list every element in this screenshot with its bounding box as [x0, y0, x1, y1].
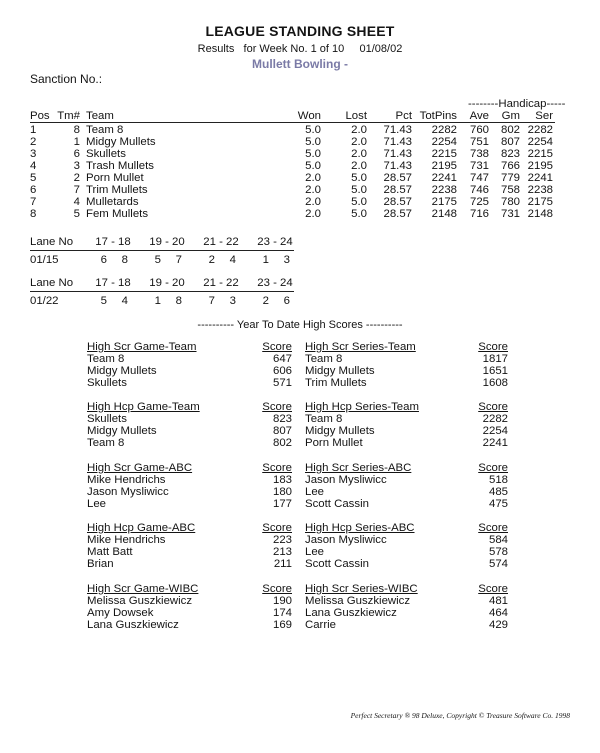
ytd-entry-name: Skullets	[87, 377, 127, 389]
ytd-entry-score: 647	[272, 353, 292, 365]
lane-team: 6	[100, 254, 107, 266]
standings-cell: 71.43	[383, 160, 412, 172]
ytd-entry-score: 464	[488, 607, 508, 619]
standings-cell: Porn Mullet	[86, 172, 144, 184]
standings-cell: 747	[469, 172, 489, 184]
ytd-entry-score: 2241	[482, 437, 508, 449]
ytd-entry-name: Team 8	[305, 413, 343, 425]
lane-team: 3	[229, 295, 236, 307]
column-header: Won	[297, 110, 321, 122]
ytd-entry-score: 578	[488, 546, 508, 558]
ytd-category-title: High Scr Series-WIBC	[305, 583, 418, 595]
lane-date: 01/22	[30, 295, 59, 307]
ytd-score-header: Score	[478, 522, 508, 534]
standings-row	[30, 124, 590, 136]
ytd-entry-name: Jason Mysliwicc	[87, 486, 169, 498]
ytd-entry-score: 481	[488, 595, 508, 607]
standings-cell: 2.0	[305, 196, 321, 208]
lane-pair: 23 - 24	[257, 236, 293, 248]
ytd-category-title: High Scr Series-Team	[305, 341, 416, 353]
standings-cell: 5.0	[305, 160, 321, 172]
standings-cell: 28.57	[383, 172, 412, 184]
ytd-entry-name: Lana Guszkiewicz	[305, 607, 397, 619]
standings-cell: 2241	[431, 172, 457, 184]
ytd-category-title: High Hcp Game-Team	[87, 401, 200, 413]
standings-cell: 28.57	[383, 196, 412, 208]
standings-cell: 780	[500, 196, 520, 208]
ytd-entry-score: 571	[272, 377, 292, 389]
standings-cell: 4	[30, 160, 37, 172]
ytd-score-header: Score	[262, 401, 292, 413]
standings-cell: 2195	[431, 160, 457, 172]
standings-row	[30, 196, 590, 208]
column-header: Pct	[395, 110, 412, 122]
ytd-score-header: Score	[478, 462, 508, 474]
sanction-label: Sanction No.:	[30, 72, 103, 86]
ytd-entry-score: 584	[488, 534, 508, 546]
standings-cell: 2.0	[305, 172, 321, 184]
lane-team: 2	[262, 295, 269, 307]
ytd-entry-score: 1651	[482, 365, 508, 377]
ytd-category-title: High Scr Series-ABC	[305, 462, 412, 474]
standings-cell: Midgy Mullets	[86, 136, 156, 148]
standings-cell: 2238	[431, 184, 457, 196]
standings-cell: 823	[500, 148, 520, 160]
column-header: Tm#	[57, 110, 80, 122]
ytd-entry-score: 823	[272, 413, 292, 425]
lane-team: 4	[121, 295, 128, 307]
standings-cell: Skullets	[86, 148, 126, 160]
ytd-entry-name: Midgy Mullets	[305, 425, 375, 437]
lane-date: 01/15	[30, 254, 59, 266]
standings-cell: 807	[500, 136, 520, 148]
standings-cell: 738	[469, 148, 489, 160]
lane-team: 2	[208, 254, 215, 266]
standings-cell: 2282	[527, 124, 553, 136]
lane-team: 5	[154, 254, 161, 266]
standings-cell: 1	[30, 124, 37, 136]
standings-cell: 5.0	[351, 208, 367, 220]
league-name: Mullett Bowling -	[252, 57, 348, 71]
column-header: Pos	[30, 110, 50, 122]
standings-cell: 71.43	[383, 148, 412, 160]
ytd-category-title: High Scr Game-ABC	[87, 462, 193, 474]
standings-cell: 802	[500, 124, 520, 136]
ytd-entry-name: Mike Hendrichs	[87, 534, 166, 546]
ytd-entry-name: Jason Mysliwicc	[305, 474, 387, 486]
ytd-entry-name: Jason Mysliwicc	[305, 534, 387, 546]
sheet-date: 01/08/02	[359, 43, 403, 55]
results-line	[0, 43, 600, 55]
standings-cell: 8	[73, 124, 80, 136]
standings-cell: 5.0	[351, 196, 367, 208]
standings-cell: 8	[30, 208, 37, 220]
standings-cell: 731	[500, 208, 520, 220]
ytd-category-title: High Hcp Series-ABC	[305, 522, 415, 534]
standings-cell: 3	[30, 148, 37, 160]
lane-block	[30, 277, 300, 311]
ytd-game-block	[87, 583, 292, 635]
standings-cell: 725	[469, 196, 489, 208]
ytd-score-header: Score	[478, 401, 508, 413]
standings-row	[30, 184, 590, 196]
standings-cell: 760	[469, 124, 489, 136]
standings-cell: 766	[500, 160, 520, 172]
ytd-entry-name: Lee	[305, 486, 325, 498]
standings-cell: 3	[73, 160, 80, 172]
ytd-entry-score: 213	[272, 546, 292, 558]
lane-team: 7	[208, 295, 215, 307]
standings-cell: Fem Mullets	[86, 208, 149, 220]
standings-cell: 2	[30, 136, 37, 148]
lane-pair: 21 - 22	[203, 236, 239, 248]
ytd-entry-score: 1817	[482, 353, 508, 365]
standings-cell: 5	[73, 208, 80, 220]
standings-cell: 746	[469, 184, 489, 196]
standings-cell: 779	[500, 172, 520, 184]
standings-cell: 2.0	[351, 160, 367, 172]
ytd-entry-name: Porn Mullet	[305, 437, 363, 449]
ytd-category-title: High Scr Game-Team	[87, 341, 197, 353]
standings-cell: Team 8	[86, 124, 124, 136]
ytd-entry-score: 802	[272, 437, 292, 449]
ytd-entry-score: 174	[272, 607, 292, 619]
standings-cell: 2238	[527, 184, 553, 196]
ytd-entry-score: 518	[488, 474, 508, 486]
ytd-entry-score: 574	[488, 558, 508, 570]
ytd-entry-name: Team 8	[305, 353, 343, 365]
ytd-entry-name: Scott Cassin	[305, 558, 369, 570]
standings-cell: 2148	[431, 208, 457, 220]
standings-row	[30, 160, 590, 172]
ytd-entry-score: 606	[272, 365, 292, 377]
ytd-entry-score: 190	[272, 595, 292, 607]
standings-cell: 2.0	[351, 148, 367, 160]
standings-row	[30, 172, 590, 184]
lane-team: 7	[175, 254, 182, 266]
ytd-entry-name: Skullets	[87, 413, 127, 425]
ytd-game-block	[87, 401, 292, 453]
ytd-entry-score: 177	[272, 498, 292, 510]
standings-cell: Trash Mullets	[86, 160, 154, 172]
ytd-entry-name: Team 8	[87, 437, 125, 449]
ytd-score-header: Score	[262, 583, 292, 595]
lane-rule	[30, 291, 294, 292]
ytd-series-block	[305, 341, 508, 393]
standings-row	[30, 136, 590, 148]
ytd-entry-name: Mike Hendrichs	[87, 474, 166, 486]
ytd-entry-score: 475	[488, 498, 508, 510]
standings-cell: 5	[30, 172, 37, 184]
standings-cell: Mulletards	[86, 196, 139, 208]
ytd-game-block	[87, 462, 292, 514]
lane-team: 4	[229, 254, 236, 266]
standings-cell: 71.43	[383, 124, 412, 136]
standings-cell: 28.57	[383, 184, 412, 196]
software-footer: Perfect Secretary ® 98 Deluxe, Copyright © Treasure Software Co. 1998	[350, 711, 570, 720]
ytd-entry-name: Midgy Mullets	[87, 365, 157, 377]
standings-cell: 5.0	[305, 136, 321, 148]
ytd-entry-score: 429	[488, 619, 508, 631]
ytd-entry-name: Brian	[87, 558, 114, 570]
standings-cell: 5.0	[351, 172, 367, 184]
ytd-series-block	[305, 462, 508, 514]
lane-block	[30, 236, 300, 270]
standings-cell: 28.57	[383, 208, 412, 220]
ytd-game-block	[87, 522, 292, 574]
ytd-entry-name: Lana Guszkiewicz	[87, 619, 179, 631]
column-header: Gm	[501, 110, 520, 122]
ytd-entry-name: Amy Dowsek	[87, 607, 154, 619]
standings-cell: 2282	[431, 124, 457, 136]
week-label: for Week No. 1 of 10	[243, 43, 345, 55]
lane-pair: 19 - 20	[149, 277, 185, 289]
ytd-entry-name: Lee	[87, 498, 107, 510]
ytd-entry-name: Matt Batt	[87, 546, 133, 558]
standings-cell: 4	[73, 196, 80, 208]
ytd-entry-name: Lee	[305, 546, 325, 558]
ytd-entry-name: Melissa Guszkiewicz	[305, 595, 411, 607]
lane-label: Lane No	[30, 236, 74, 248]
standings-cell: 2.0	[351, 124, 367, 136]
ytd-score-header: Score	[262, 341, 292, 353]
ytd-score-header: Score	[262, 522, 292, 534]
ytd-game-block	[87, 341, 292, 393]
ytd-entry-score: 2282	[482, 413, 508, 425]
standings-header-row	[30, 110, 590, 122]
ytd-category-title: High Hcp Series-Team	[305, 401, 419, 413]
standings-cell: 2254	[527, 136, 553, 148]
standings-cell: Trim Mullets	[86, 184, 148, 196]
ytd-entry-score: 807	[272, 425, 292, 437]
standings-cell: 6	[73, 148, 80, 160]
standings-cell: 6	[30, 184, 37, 196]
lane-label: Lane No	[30, 277, 74, 289]
standings-cell: 5.0	[305, 124, 321, 136]
lane-team: 1	[154, 295, 161, 307]
standings-cell: 716	[469, 208, 489, 220]
standings-cell: 5.0	[305, 148, 321, 160]
lane-rule	[30, 250, 294, 251]
ytd-entry-name: Scott Cassin	[305, 498, 369, 510]
ytd-entry-score: 183	[272, 474, 292, 486]
ytd-series-block	[305, 522, 508, 574]
lane-team: 6	[283, 295, 290, 307]
lane-team: 8	[121, 254, 128, 266]
ytd-score-header: Score	[478, 341, 508, 353]
standings-cell: 1	[73, 136, 80, 148]
lane-pair: 21 - 22	[203, 277, 239, 289]
column-header: Ser	[535, 110, 553, 122]
ytd-entry-score: 211	[273, 558, 292, 570]
lane-team: 3	[283, 254, 290, 266]
lane-pair: 23 - 24	[257, 277, 293, 289]
ytd-entry-name: Carrie	[305, 619, 337, 631]
standings-cell: 2195	[527, 160, 553, 172]
lane-team: 1	[262, 254, 269, 266]
standings-cell: 2175	[527, 196, 553, 208]
standings-cell: 2.0	[305, 184, 321, 196]
ytd-entry-name: Team 8	[87, 353, 125, 365]
standings-cell: 5.0	[351, 184, 367, 196]
ytd-entry-score: 2254	[482, 425, 508, 437]
results-label: Results	[197, 43, 235, 55]
ytd-entry-name: Trim Mullets	[305, 377, 367, 389]
standings-cell: 2.0	[351, 136, 367, 148]
column-header: Ave	[469, 110, 489, 122]
ytd-category-title: High Hcp Game-ABC	[87, 522, 196, 534]
lane-pair: 19 - 20	[149, 236, 185, 248]
standings-cell: 71.43	[383, 136, 412, 148]
sheet-title: LEAGUE STANDING SHEET	[205, 23, 395, 39]
ytd-category-title: High Scr Game-WIBC	[87, 583, 199, 595]
ytd-entry-score: 169	[272, 619, 292, 631]
ytd-entry-score: 1608	[482, 377, 508, 389]
ytd-entry-name: Midgy Mullets	[305, 365, 375, 377]
ytd-title: ---------- Year To Date High Scores ----------	[197, 319, 403, 331]
column-header: Lost	[345, 110, 367, 122]
ytd-series-block	[305, 401, 508, 453]
ytd-score-header: Score	[262, 462, 292, 474]
standings-cell: 2.0	[305, 208, 321, 220]
standings-cell: 751	[469, 136, 489, 148]
standings-cell: 2254	[431, 136, 457, 148]
header-underline	[30, 122, 555, 123]
standings-cell: 2241	[527, 172, 553, 184]
standings-cell: 731	[469, 160, 489, 172]
ytd-entry-name: Midgy Mullets	[87, 425, 157, 437]
ytd-series-block	[305, 583, 508, 635]
standings-cell: 7	[30, 196, 37, 208]
standings-cell: 2215	[431, 148, 457, 160]
standings-cell: 758	[500, 184, 520, 196]
ytd-entry-name: Melissa Guszkiewicz	[87, 595, 193, 607]
standings-row	[30, 148, 590, 160]
standings-cell: 7	[73, 184, 80, 196]
ytd-score-header: Score	[478, 583, 508, 595]
lane-pair: 17 - 18	[95, 277, 131, 289]
standings-row	[30, 208, 590, 220]
ytd-entry-score: 485	[488, 486, 508, 498]
standings-cell: 2148	[527, 208, 553, 220]
standings-cell: 2	[73, 172, 80, 184]
lane-pair: 17 - 18	[95, 236, 131, 248]
ytd-entry-score: 180	[272, 486, 292, 498]
standings-cell: 2175	[431, 196, 457, 208]
lane-team: 5	[100, 295, 107, 307]
lane-team: 8	[175, 295, 182, 307]
handicap-header: --------Handicap-----	[468, 98, 566, 110]
column-header: TotPins	[419, 110, 457, 122]
standings-cell: 2215	[527, 148, 553, 160]
ytd-entry-score: 223	[272, 534, 292, 546]
column-header: Team	[86, 110, 114, 122]
